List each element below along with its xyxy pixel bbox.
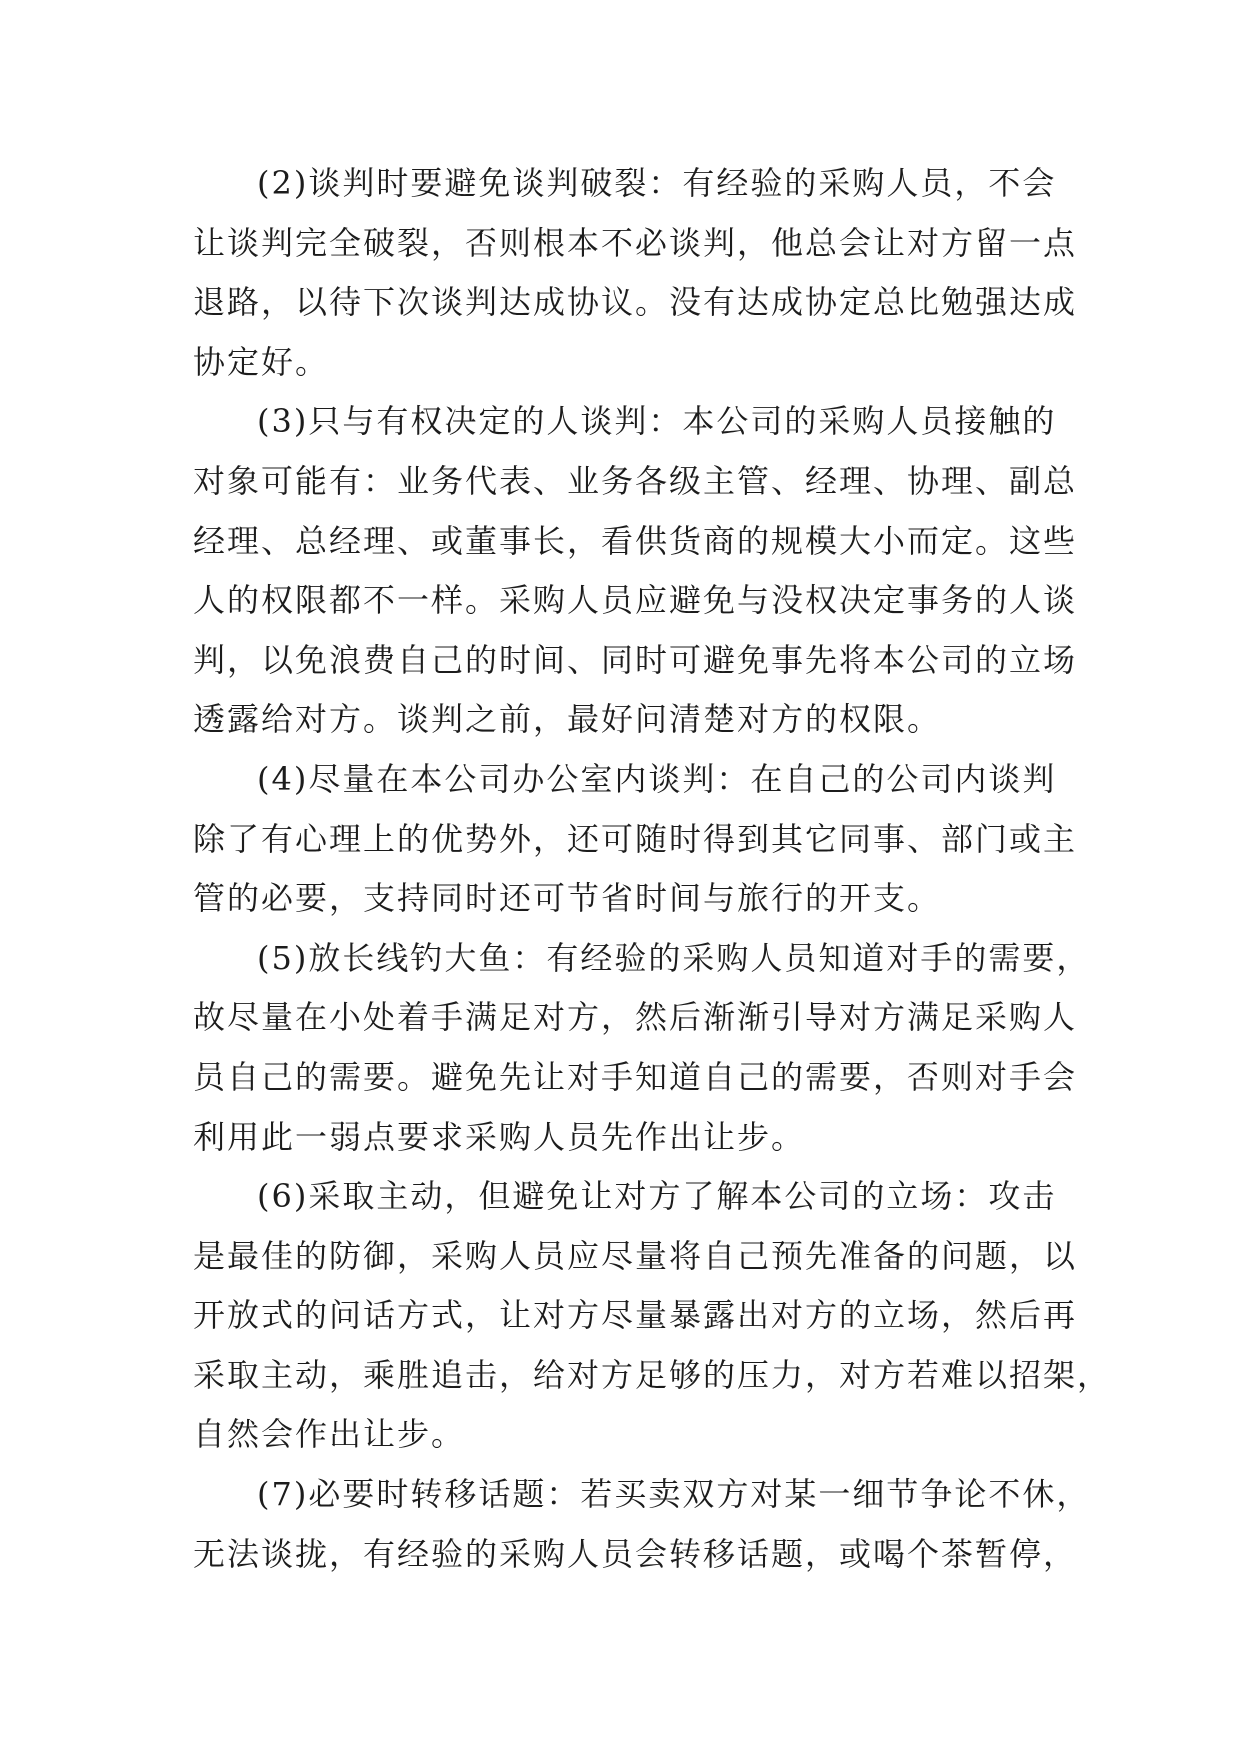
text-line: 采取主动，乘胜追击，给对方足够的压力，对方若难以招架， [193,1355,1112,1394]
text-line: 无法谈拢，有经验的采购人员会转移话题，或喝个茶暂停， [193,1534,1078,1573]
text-line: 员自己的需要。避免先让对手知道自己的需要，否则对手会 [193,1057,1078,1096]
text-line: 开放式的问话方式，让对方尽量暴露出对方的立场，然后再 [193,1296,1078,1335]
text-line: 自然会作出让步。 [193,1415,466,1454]
text-line: 透露给对方。谈判之前，最好问清楚对方的权限。 [193,700,942,739]
paragraph-7 [193,1465,1091,1584]
paragraph-3 [193,392,1078,750]
text-line: (5)放长线钓大鱼：有经验的采购人员知道对手的需要， [257,938,1091,977]
text-line: 管的必要，支持同时还可节省时间与旅行的开支。 [193,879,942,918]
text-line: (7)必要时转移话题：若买卖双方对某一细节争论不休， [257,1475,1091,1514]
text-line: (4)尽量在本公司办公室内谈判：在自己的公司内谈判 [257,759,1057,798]
text-line: 经理、总经理、或董事长，看供货商的规模大小而定。这些 [193,521,1078,560]
text-line: 故尽量在小处着手满足对方，然后渐渐引导对方满足采购人 [193,998,1078,1037]
paragraph-5 [193,929,1091,1167]
text-line: 利用此一弱点要求采购人员先作出让步。 [193,1117,806,1156]
paragraph-4 [193,750,1078,929]
document-body [193,154,1112,1584]
text-line: 除了有心理上的优势外，还可随时得到其它同事、部门或主 [193,819,1078,858]
text-line: 协定好。 [193,342,330,381]
paragraph-2 [193,154,1078,392]
text-line: 人的权限都不一样。采购人员应避免与没权决定事务的人谈 [193,581,1078,620]
text-line: (2)谈判时要避免谈判破裂：有经验的采购人员，不会 [257,164,1057,202]
text-line: 是最佳的防御，采购人员应尽量将自己预先准备的问题，以 [193,1236,1078,1275]
text-line: 判，以免浪费自己的时间、同时可避免事先将本公司的立场 [193,640,1078,679]
text-line: (3)只与有权决定的人谈判：本公司的采购人员接触的 [257,402,1057,441]
text-line: 对象可能有：业务代表、业务各级主管、经理、协理、副总 [193,461,1078,500]
text-line: 让谈判完全破裂，否则根本不必谈判，他总会让对方留一点 [193,223,1078,262]
text-line: 退路，以待下次谈判达成协议。没有达成协定总比勉强达成 [193,283,1078,322]
text-line: (6)采取主动，但避免让对方了解本公司的立场：攻击 [257,1177,1057,1216]
paragraph-6 [193,1167,1112,1465]
